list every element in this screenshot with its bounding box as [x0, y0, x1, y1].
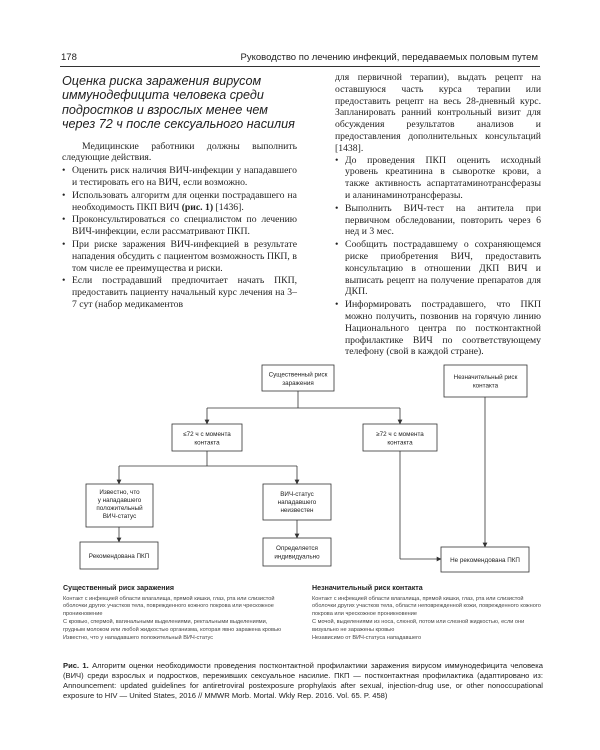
node-label-line: у нападавшего [97, 497, 142, 504]
legend-text: С мочой, выделениями из носа, слюной, потом или слезной жидкостью, если они визуально не заражены кровью [312, 619, 525, 633]
node-label-line: Существенный риск [268, 371, 328, 379]
node-label-line: нападавшего [277, 499, 317, 506]
node-label-line: ВИЧ-статус [280, 491, 314, 498]
legend-text: Независимо от ВИЧ-статуса нападавшего [312, 635, 422, 642]
node-label-line: Не рекомендована ПКП [450, 557, 520, 564]
node-label-line: контакта [472, 382, 499, 390]
node-label-line: индивидуально [274, 553, 320, 561]
legend-text: Контакт с инфекцией области влагалища, прямой кишки, глаз, рта или слизистой оболочки других участков тела, области неповрежденной кожи, поврежденного кожного покрова или чрескожное проникновение [312, 596, 541, 617]
list-item: • Проконсультироваться со специалистом по лечению ВИЧ-инфекции, если рассматривают ПКП. [62, 214, 297, 238]
list-item: • Информировать пострадавшего, что ПКП можно получить, позвонив на горячую линию Национального центра по постконтактной профилактике ВИЧ по соответствующему телефону (свой в каждой стране). [335, 299, 541, 358]
node-label-line: Известно, что [99, 489, 140, 496]
figure-caption [63, 661, 543, 701]
node-label-line: ≤72 ч с момента [183, 431, 231, 438]
legend-title: Существенный риск заражения [63, 584, 174, 592]
page-number: 178 [61, 52, 77, 63]
node-label [274, 545, 320, 561]
node-label-line: ≥72 ч с момента [376, 431, 424, 438]
running-head: Руководство по лечению инфекций, передаваемых половым путем [240, 52, 538, 63]
section-title: Оценка риска заражения вирусом иммунодефицита человека среди подростков и взрослых менее чем через 72 ч после сексуального насилия [62, 74, 295, 132]
node-label-line: Рекомендована ПКП [88, 553, 150, 560]
legend-substantial [63, 584, 288, 643]
node-label-line: заражения [282, 380, 314, 387]
node-label [278, 491, 317, 514]
continuation-paragraph: для первичной терапии), выдать рецепт на оставшуюся часть курса терапии или предоставить рецепт на весь 28-дневный курс. Запланировать ранний контрольный визит для обсуждения результатов анализов и предоставления дополнительных консультаций [1438]. [335, 72, 541, 154]
node-label-line: Определяется [276, 545, 318, 552]
node-label [96, 489, 143, 520]
list-item: • Оценить риск наличия ВИЧ-инфекции у нападавшего и тестировать его на ВИЧ, если возможно. [62, 165, 297, 189]
legend-text: Контакт с инфекцией области влагалища, прямой кишки, глаз, рта или слизистой оболочки других участков тела, поврежденного кожного покрова или чрескожное проникновение [63, 596, 275, 617]
list-item: • При риске заражения ВИЧ-инфекцией в результате нападения обсудить с пациентом возможность ПКП, в том числе ее преимущества и риски. [62, 239, 297, 274]
list-item: • Если пострадавший предпочитает начать ПКП, предоставить пациенту начальный курс лечения на 3–7 сут (набор медикаментов [62, 275, 297, 310]
node-label-line: положительный [96, 505, 143, 512]
node-label-line: контакта [387, 439, 413, 447]
node-label-line: неизвестен [280, 507, 314, 514]
list-item: • Использовать алгоритм для оценки пострадавшего на необходимость ПКП ВИЧ (рис. 1) [1436]. [62, 190, 297, 214]
list-item: • До проведения ПКП оценить исходный уровень креатинина в сыворотке крови, а также активность аспартатаминотрансферазы и аланинаминотрансферазы. [335, 155, 541, 202]
caption-label: Рис. 1. [63, 661, 89, 670]
node-label [450, 557, 520, 564]
caption-text: Алгоритм оценки необходимости проведения постконтактной профилактики заражения вирусом иммунодефицита человека (ВИЧ) среди взрослых и подростков, переживших сексуальное насилие. ПКП — постконтактная профилактика (адаптировано из: Announcement: updated guidelines for antiretroviral postexposure prophylaxis after sexual, injection-drug use, or other nonoccupational exposure to HIV — United States, 2016 // MMWR Morb. Mortal. Wkly Rep. 2016. Vol. 65. P. 458) [63, 661, 543, 700]
list-item: • Выполнить ВИЧ-тест на антитела при первичном обследовании, повторить через 6 нед и 3 мес. [335, 203, 541, 238]
list-item: • Сообщить пострадавшему о сохраняющемся риске приобретения ВИЧ, предоставить консультацию в отношении ДКП ВИЧ и выписать рецепт на получение препаратов для ДКП. [335, 239, 541, 298]
node-negligible-risk [444, 365, 527, 397]
legend-text: С кровью, спермой, вагинальными выделениями, ректальными выделениями, грудным молоком или любой жидкостью организма, которая явно заражена кровью [63, 619, 282, 633]
node-label-line: ВИЧ-статус [102, 513, 137, 520]
node-label-line: Незначительный риск [453, 374, 518, 381]
intro-paragraph: Медицинские работники должны выполнить следующие действия. [62, 140, 297, 164]
node-label-line: контакта [194, 439, 220, 447]
legend-title: Незначительный риск контакта [312, 584, 423, 592]
node-label [89, 553, 150, 560]
legend-text: Известно, что у нападавшего положительный ВИЧ-статус [63, 635, 214, 642]
figure-reference: (рис. 1) [181, 201, 214, 213]
legend-negligible [312, 584, 542, 643]
node-individual-decision [263, 538, 331, 566]
